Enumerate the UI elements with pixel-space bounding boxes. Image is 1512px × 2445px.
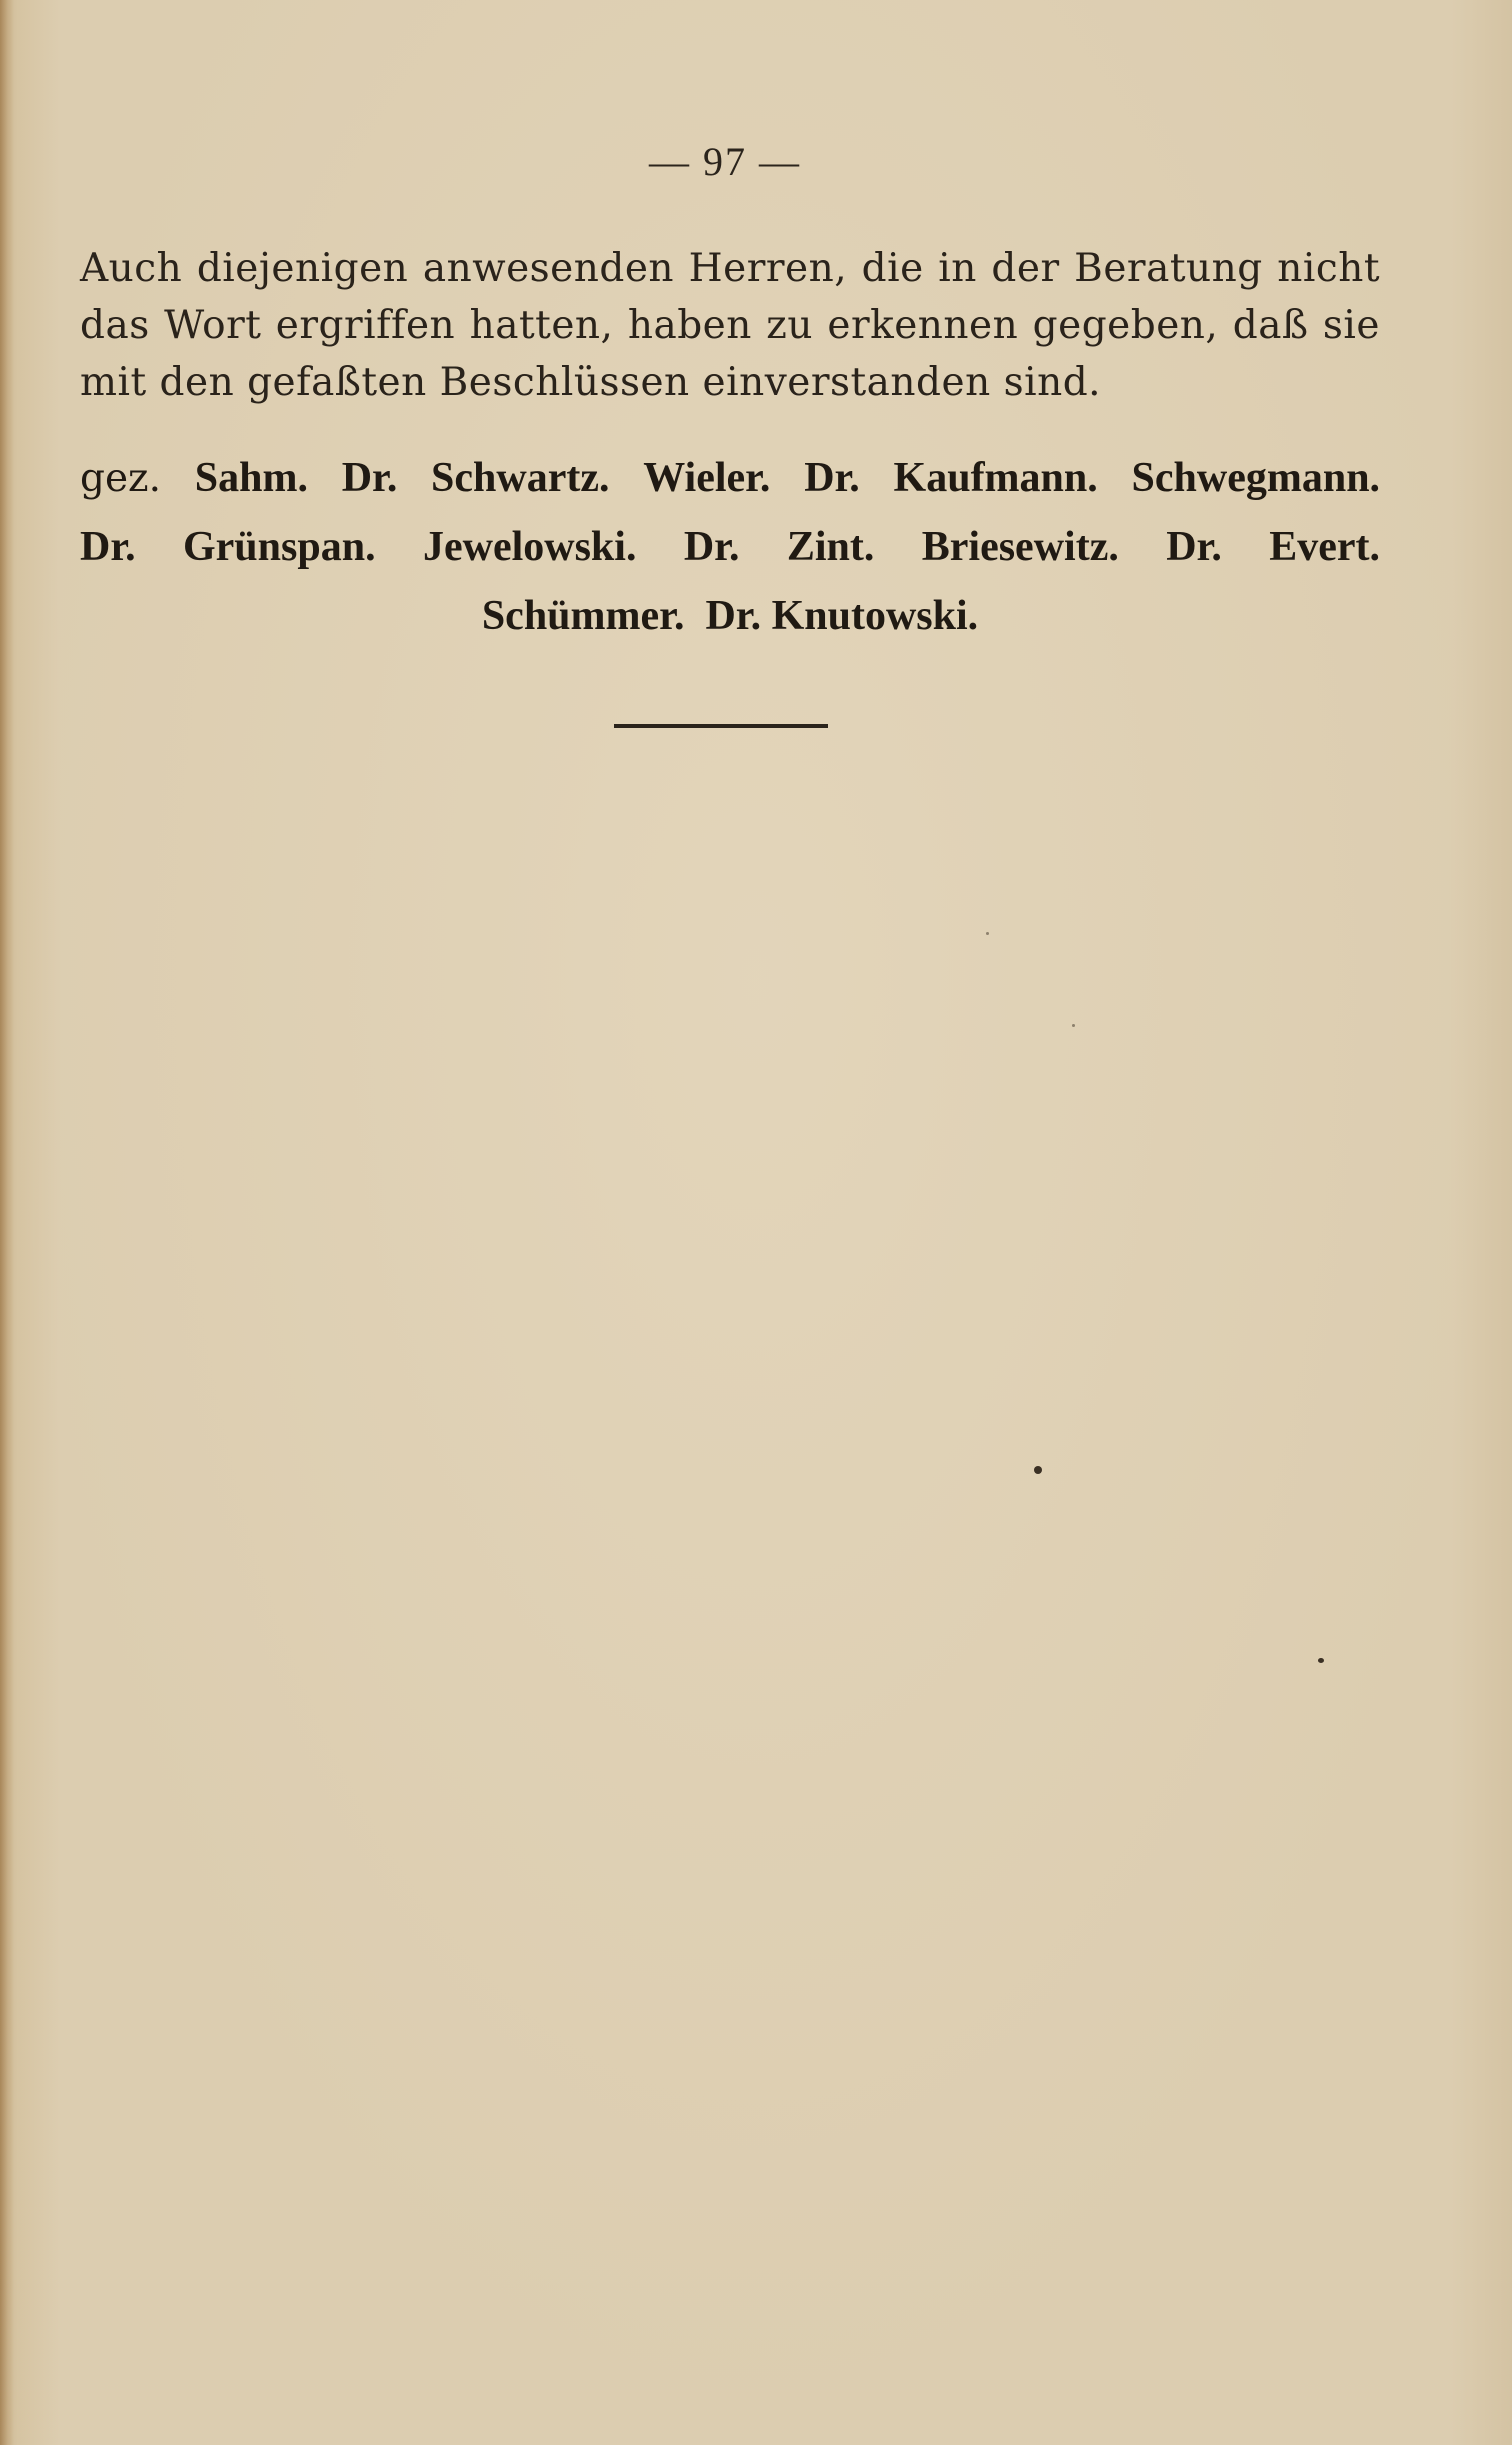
signature-name: Dr. Grünspan. — [80, 524, 376, 570]
signature-line-3 — [80, 582, 1380, 651]
page-number: — 97 — — [649, 139, 801, 184]
signature-name: Dr. Schwartz. — [341, 455, 610, 501]
body-paragraph: Auch diejenigen anwesenden Herren, die in der Beratung nicht das Wort ergriffen hatten, haben zu erkennen gegeben, daß sie mit den gefaßten Beschlüssen einverstanden sind. — [80, 246, 1380, 405]
signature-name: Dr. Evert. — [1166, 524, 1380, 570]
signature-name: Wieler. — [643, 455, 771, 501]
page-binding-edge — [0, 0, 14, 2445]
signature-name: Schwegmann. — [1131, 455, 1381, 501]
signature-line-2 — [80, 513, 1380, 582]
signature-name: Dr. Knutowski. — [705, 593, 979, 639]
signature-prefix: gez. — [80, 456, 161, 501]
signature-block — [80, 444, 1380, 651]
paper-speck — [1034, 1466, 1042, 1474]
paper-speck — [1072, 1024, 1075, 1027]
signature-name: Dr. Kaufmann. — [804, 455, 1098, 501]
signature-name: Sahm. — [194, 455, 308, 501]
signature-name: Dr. Zint. — [683, 524, 875, 570]
paper-speck — [1318, 1658, 1324, 1663]
signature-name: Jewelowski. — [422, 524, 637, 570]
section-divider-rule — [614, 724, 828, 728]
signature-name: Schümmer. — [481, 593, 685, 639]
paper-speck — [986, 932, 989, 935]
signature-name: Briesewitz. — [921, 524, 1119, 570]
signature-line-1 — [80, 444, 1380, 513]
